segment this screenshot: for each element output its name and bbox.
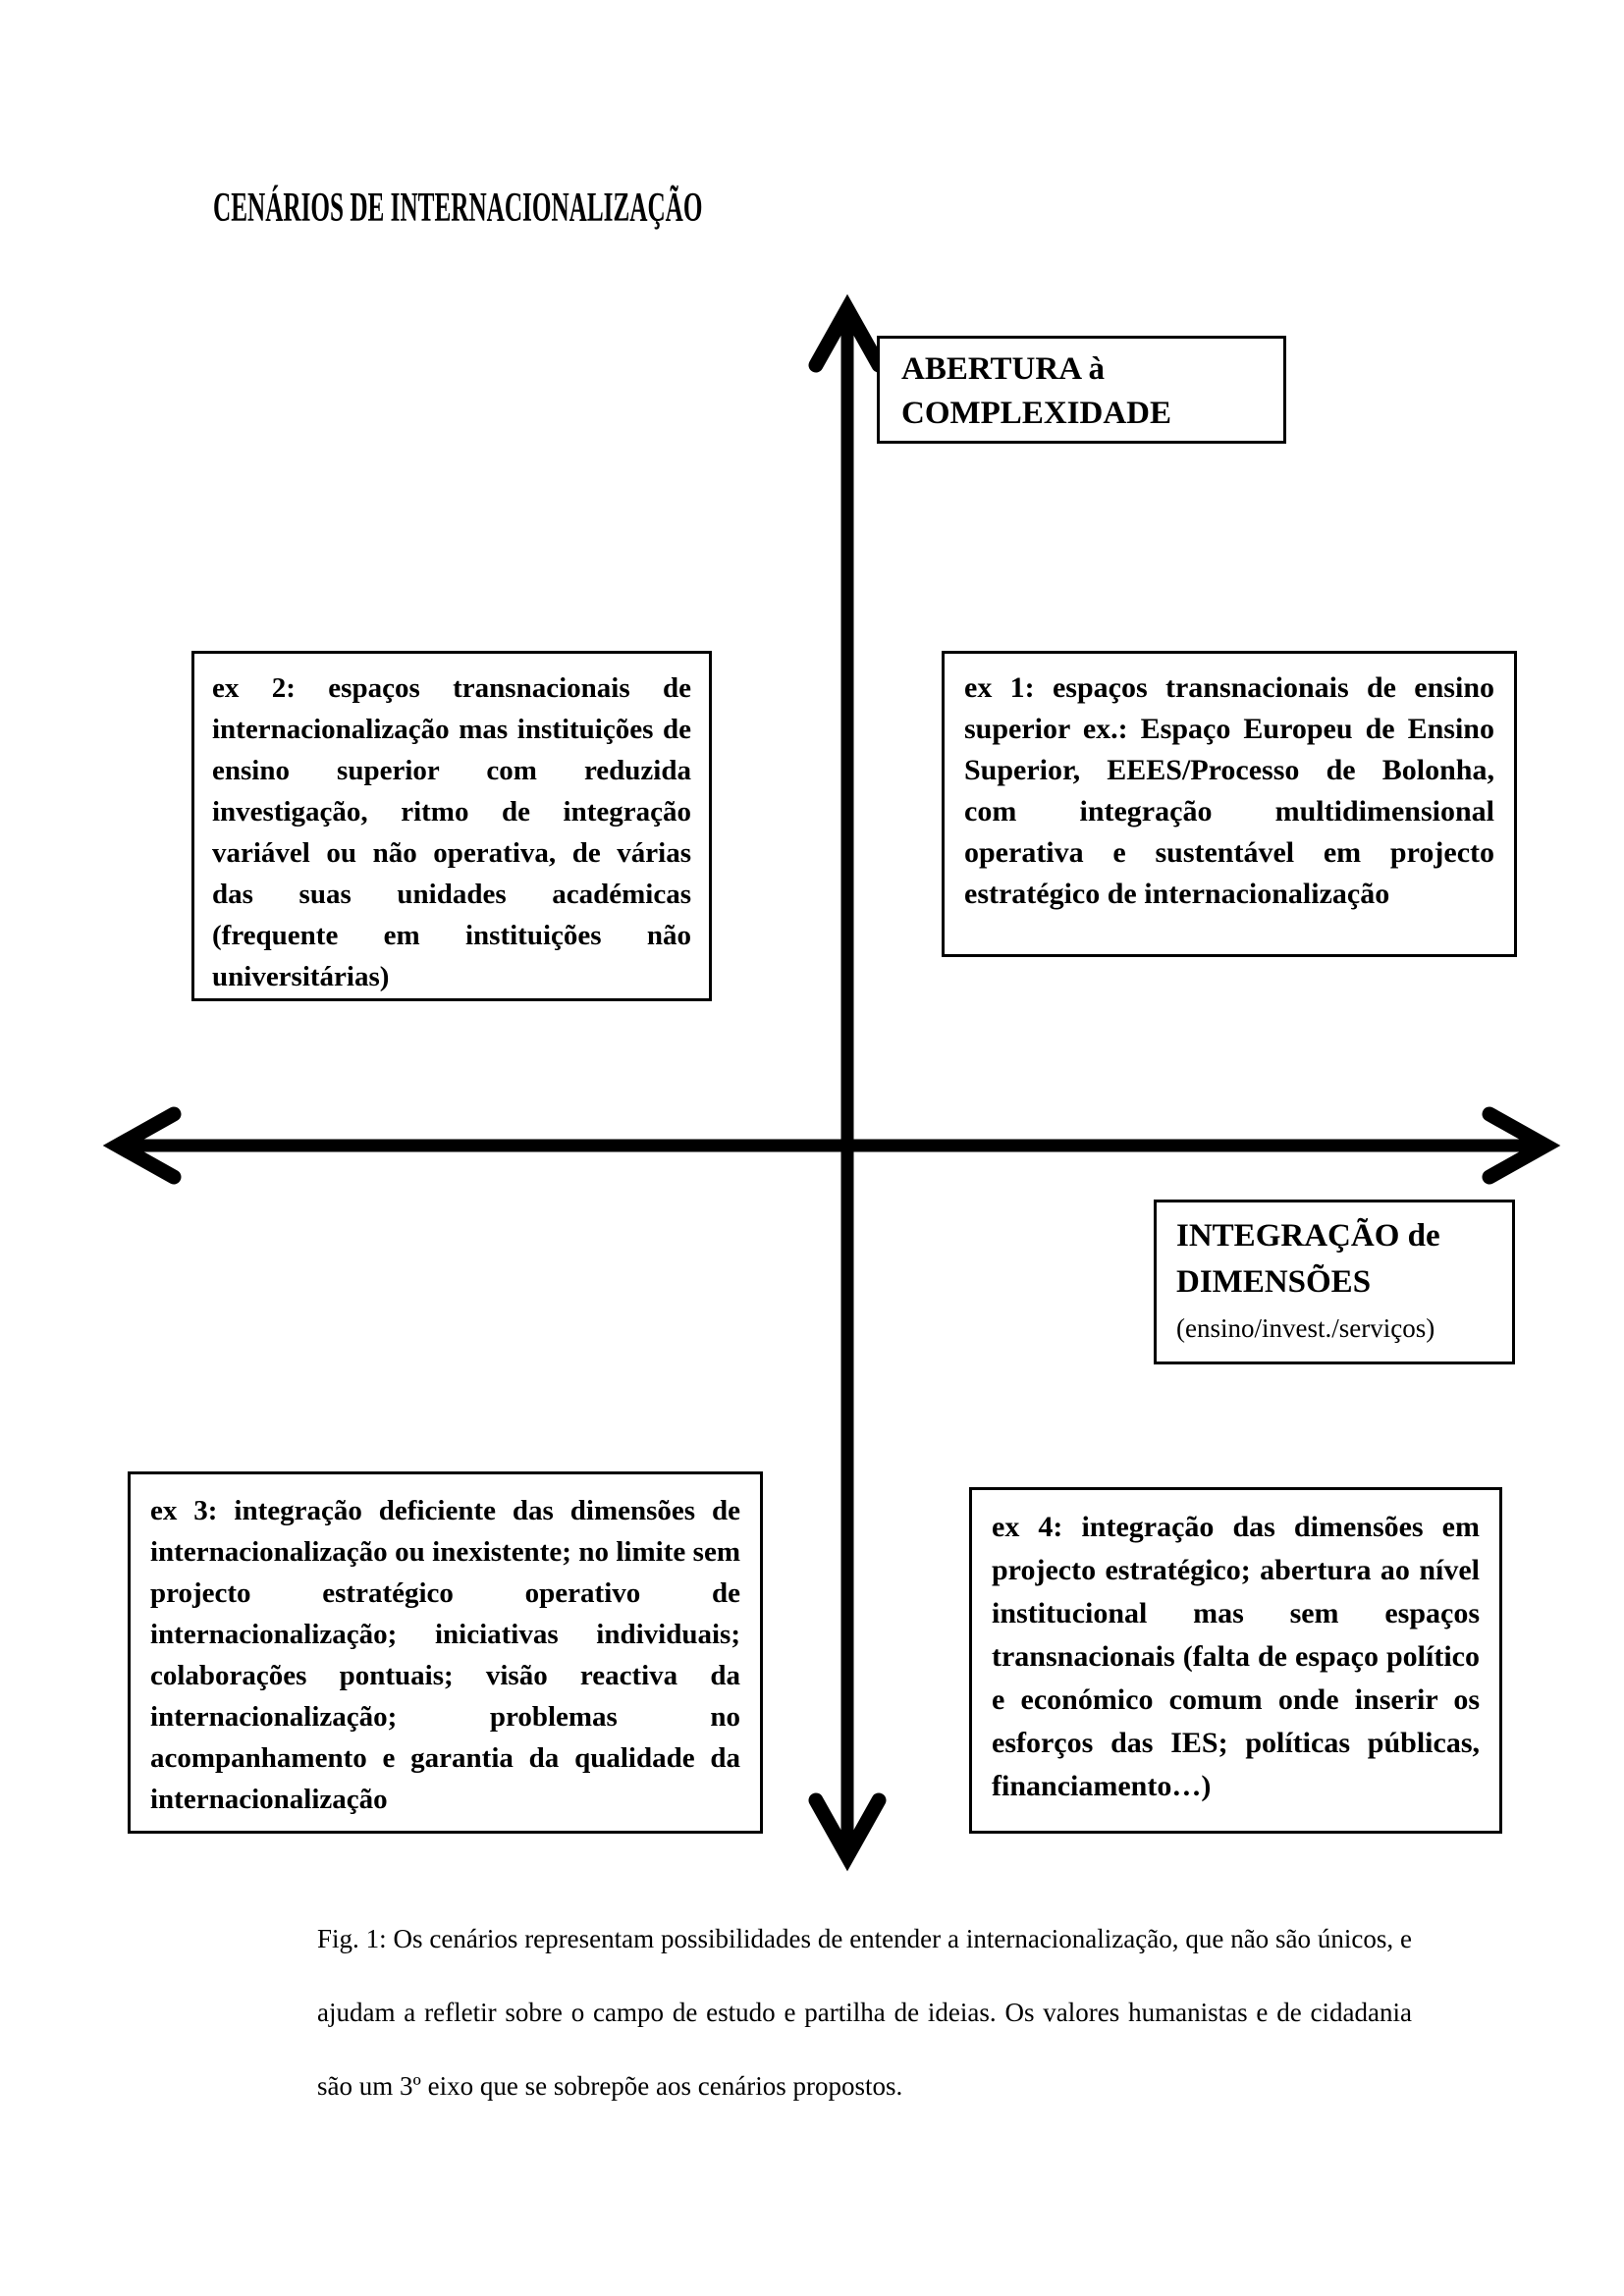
horizontal-axis-label-line2: DIMENSÕES — [1176, 1264, 1372, 1300]
quadrant-ex3-box — [128, 1471, 763, 1834]
quadrant-ex3-text: ex 3: integração deficiente das dimensões de internacionalização ou inexistente; no limite sem projecto estratégico operativo de internacionalização; iniciativas individuais; colaborações pontuais; visão reactiva da internacionalização; problemas no acompanhamento e garantia da qualidade da internacionalização — [150, 1495, 740, 1815]
horizontal-axis-label-box — [1154, 1200, 1515, 1364]
down-arrowhead-icon — [816, 1800, 879, 1856]
vertical-axis-label-line1: ABERTURA à — [901, 351, 1105, 387]
figure-caption: Fig. 1: Os cenários representam possibilidades de entender a internacionalização, que não são únicos, e ajudam a refletir sobre o campo de estudo e partilha de ideias. Os valores humanistas e de cidadania são um 3º eixo que se sobrepõe aos cenários propostos. — [317, 1924, 1412, 2101]
quadrant-ex2-text: ex 2: espaços transnacionais de internacionalização mas instituições de ensino superior com reduzida investigação, ritmo de integração variável ou não operativa, de várias das suas unidades académicas (frequente em instituições não universitárias) — [212, 672, 691, 992]
left-arrowhead-icon — [118, 1114, 174, 1177]
quadrant-ex4-box — [969, 1487, 1502, 1834]
quadrant-ex4-text: ex 4: integração das dimensões em projecto estratégico; abertura ao nível institucional mas sem espaços transnacionais (falta de espaço político e económico comum onde inserir os esforços das IES; políticas públicas, financiamento…) — [992, 1511, 1480, 1802]
vertical-axis-label-line2: COMPLEXIDADE — [901, 396, 1172, 431]
horizontal-axis-label-line3: (ensino/invest./serviços) — [1176, 1313, 1435, 1343]
up-arrowhead-icon — [816, 309, 879, 365]
figure-title: CENÁRIOS DE INTERNACIONALIZAÇÃO — [213, 186, 703, 231]
quadrant-ex2-box — [191, 651, 712, 1001]
quadrant-ex1-box — [942, 651, 1517, 957]
quadrant-ex1-text: ex 1: espaços transnacionais de ensino superior ex.: Espaço Europeu de Ensino Superior, EEES/Processo de Bolonha, com integração multidimensional operativa e sustentável em projecto estratégico de internacionalização — [964, 671, 1494, 910]
horizontal-axis-label-line1: INTEGRAÇÃO de — [1176, 1218, 1440, 1254]
vertical-axis-label-box — [877, 336, 1286, 444]
right-arrowhead-icon — [1489, 1114, 1545, 1177]
